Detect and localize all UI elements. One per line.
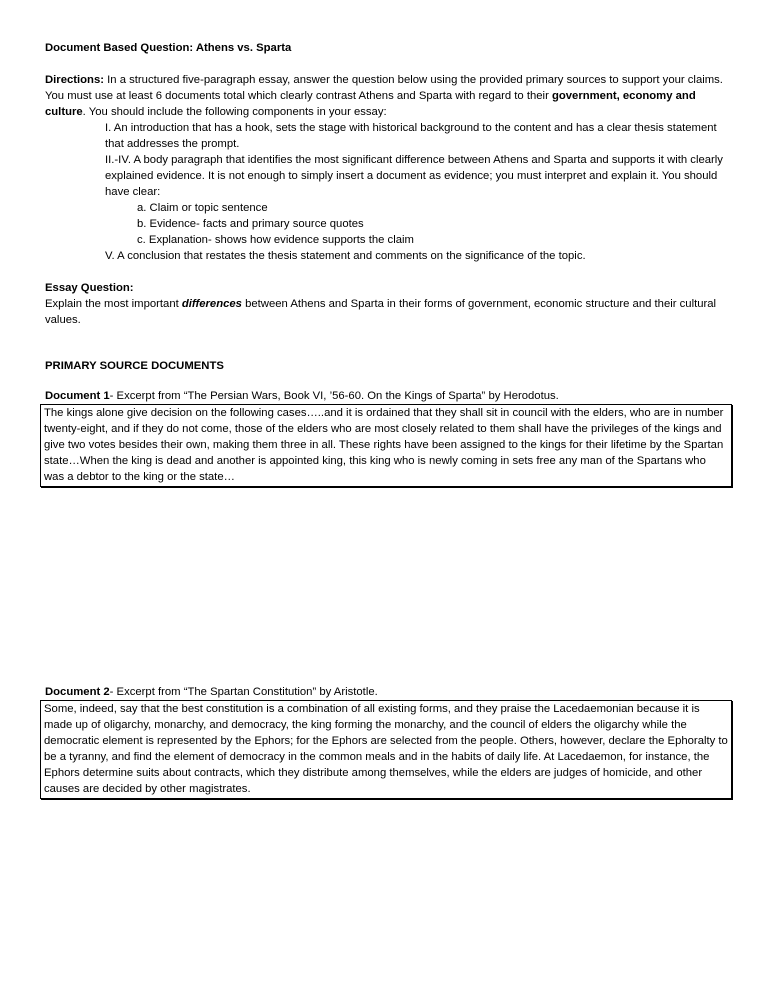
essay-question-label: Essay Question: <box>45 282 134 294</box>
spacer <box>45 264 735 280</box>
spacer <box>45 374 735 388</box>
component-intro: I. An introduction that has a hook, sets the stage with historical background to the content and has a clear thesis statement that addresses the prompt. <box>105 122 717 150</box>
document-1-label: Document 1 <box>45 390 110 402</box>
component-claim: a. Claim or topic sentence <box>137 202 268 214</box>
document-2-excerpt-box <box>40 700 732 799</box>
document-1-excerpt: The kings alone give decision on the following cases…..and it is ordained that they shall sit in council with the elders, who are in number twenty-eight, and if they do not come, those of the elders who are most closely related to them shall have the privileges of the kings and give two votes besides their own, making them three in all. These rights have been assigned to the kings for their lifetime by the Spartan state…When the king is dead and another is appointed king, this king who is newly coming in sets free any man of the Spartans who was a debtor to the king or the state… <box>44 407 724 483</box>
essay-emphasis: differences <box>181 298 242 310</box>
directions-text-start: In a structured five-paragraph essay, answer the question below using the provided primary sources to support your claims. You must use at least 6 documents total which clearly contrast Athens and Sparta with regard to their <box>45 74 723 102</box>
document-1-heading <box>45 388 735 404</box>
component-conclusion: V. A conclusion that restates the thesis statement and comments on the significance of the topic. <box>105 250 586 262</box>
component-explanation: c. Explanation- shows how evidence supports the claim <box>137 234 414 246</box>
directions-text-end: . You should include the following components in your essay: <box>82 106 387 118</box>
document-1-excerpt-box <box>40 404 732 487</box>
document-2-label: Document 2 <box>45 686 110 698</box>
directions-paragraph <box>45 72 735 120</box>
essay-question-text <box>45 296 735 328</box>
page-title: Document Based Question: Athens vs. Sparta <box>45 42 292 54</box>
blank-response-space <box>45 487 735 684</box>
directions-label: Directions: <box>45 74 105 86</box>
document-2-heading <box>45 684 735 700</box>
document-2-excerpt: Some, indeed, say that the best constitution is a combination of all existing forms, and they praise the Lacedaemonian because it is made up of oligarchy, monarchy, and democracy, the king forming the monarchy, and the council of elders the oligarchy while the democratic element is represented by the Ephors; for the Ephors are selected from the people. Others, however, declare the Ephoralty to be a tyranny, and find the element of democracy in the common meals and in the habits of daily life. At Lacedaemon, for instance, the Ephors determine suits about contracts, which they distribute among themselves, while the elders are judges of homicide, and other causes are decided by other magistrates. <box>44 703 728 795</box>
document-1-source: - Excerpt from “The Persian Wars, Book VI, ’56-60. On the Kings of Sparta” by Herodotus. <box>109 390 559 402</box>
document-page <box>45 40 735 799</box>
spacer <box>45 328 735 358</box>
directions-emphasis: government, economy and culture <box>45 90 696 118</box>
document-2-source: - Excerpt from “The Spartan Constitution” by Aristotle. <box>109 686 378 698</box>
component-body: II.-IV. A body paragraph that identifies the most significant difference between Athens and Sparta and supports it with clearly explained evidence. It is not enough to simply insert a document as evidence; you must interpret and explain it. You should have clear: <box>105 154 723 198</box>
essay-text-start: Explain the most important <box>45 298 182 310</box>
essay-text-end: between Athens and Sparta in their forms of government, economic structure and their cultural values. <box>45 298 717 326</box>
component-evidence: b. Evidence- facts and primary source quotes <box>137 218 364 230</box>
primary-sources-heading: PRIMARY SOURCE DOCUMENTS <box>45 360 224 372</box>
spacer <box>45 56 735 72</box>
